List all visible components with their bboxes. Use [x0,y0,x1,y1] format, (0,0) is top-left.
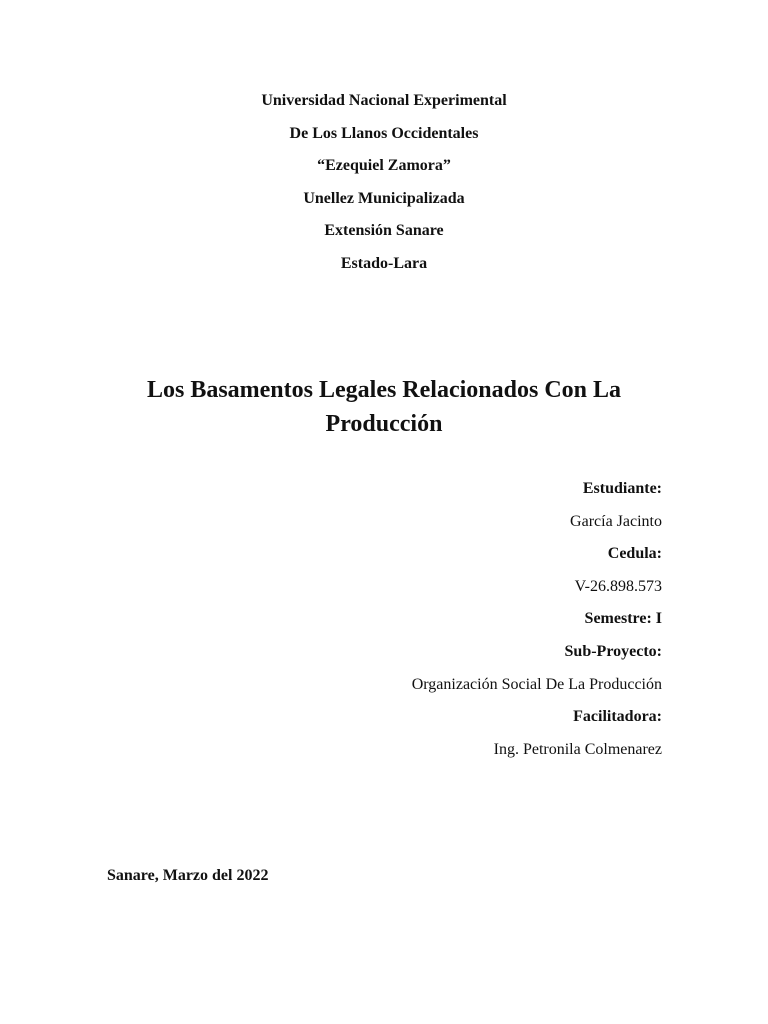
institution-header [0,91,768,287]
student-label: Estudiante: [582,480,662,497]
facilitator-value: Ing. Petronila Colmenarez [493,740,662,758]
document-title [0,373,768,441]
student-info [162,479,662,772]
institution-line-region: De Los Llanos Occidentales [289,124,479,142]
title-line-2: Producción [325,411,443,437]
institution-line-municipal: Unellez Municipalizada [303,189,465,207]
place-date: Sanare, Marzo del 2022 [107,867,269,884]
title-line-1: Los Basamentos Legales Relacionados Con La [146,377,622,403]
semester-line: Semestre: I [584,610,662,628]
institution-line-extension: Extensión Sanare [324,222,444,240]
id-label: Cedula: [607,545,662,563]
id-value: V-26.898.573 [574,577,662,595]
subproject-value: Organización Social De La Producción [411,675,662,693]
institution-line-state: Estado-Lara [340,254,428,272]
subproject-label: Sub-Proyecto: [564,642,662,660]
institution-line-namesake: “Ezequiel Zamora” [317,157,451,175]
institution-line-university: Universidad Nacional Experimental [261,92,507,109]
facilitator-label: Facilitadora: [573,708,662,726]
student-name: García Jacinto [570,512,662,530]
